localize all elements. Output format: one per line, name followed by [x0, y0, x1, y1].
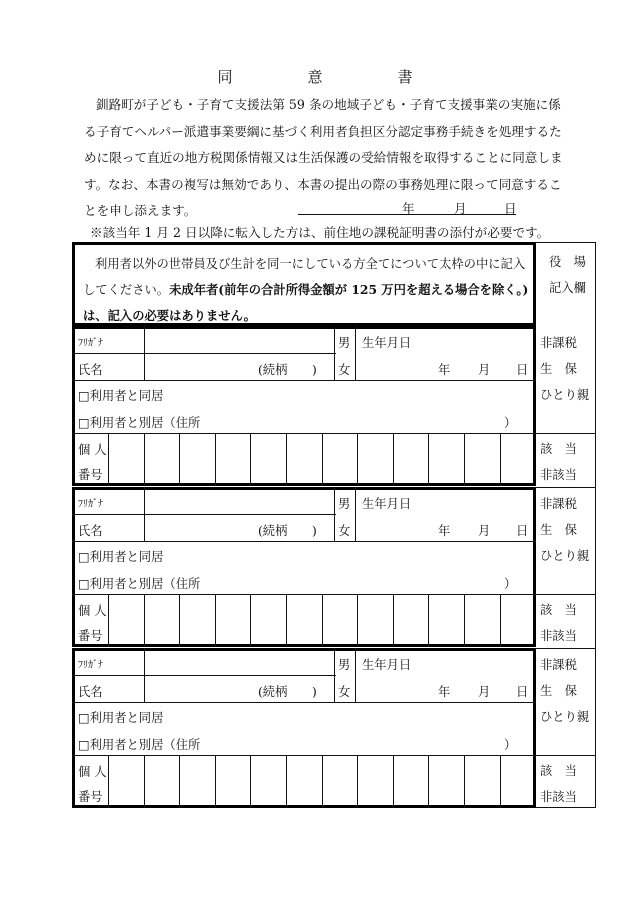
- date-day-label: 日: [504, 201, 517, 216]
- office-label: 役 場: [549, 255, 586, 269]
- name-label: 氏名: [78, 524, 103, 538]
- date-year-label: 年: [402, 201, 415, 216]
- relation-label: (続柄 ): [258, 363, 317, 377]
- single-parent-option[interactable]: ひとり親: [540, 388, 590, 402]
- instruction-bold: 未成年者(前年の合計所得金額が 125 万円を超える場合を除く。)は、記入の必要はありません。: [83, 282, 529, 323]
- consent-line: 釧路町が子ども・子育て支援法第 59 条の地域子ども・子育て支援事業の実施に係: [96, 97, 561, 112]
- birth-year-label: 年: [438, 363, 451, 377]
- cohabit-checkbox[interactable]: □利用者と同居: [78, 389, 164, 403]
- address-close-paren: ）: [504, 738, 517, 752]
- name-field[interactable]: [146, 677, 256, 700]
- furigana-field[interactable]: [146, 328, 332, 351]
- welfare-option[interactable]: 生 保: [540, 684, 577, 698]
- instruction-box: [72, 242, 536, 326]
- personal-number-label: 個 人: [78, 443, 107, 457]
- personal-number-label: 個 人: [78, 765, 107, 779]
- instruction-normal: 利用者以外の世帯員及び生計を同一にしている方全てについて太枠の中に記入してください。: [83, 257, 526, 297]
- cohabit-checkbox[interactable]: □利用者と同居: [78, 711, 164, 725]
- single-parent-option[interactable]: ひとり親: [540, 710, 590, 724]
- personal-number-label: 番号: [78, 468, 103, 482]
- applicable-option[interactable]: 該 当: [540, 764, 577, 778]
- birthdate-label: 生年月日: [362, 336, 412, 350]
- single-parent-option[interactable]: ひとり親: [540, 549, 590, 563]
- separate-checkbox[interactable]: □利用者と別居（住所: [78, 738, 201, 752]
- applicable-option[interactable]: 該 当: [540, 603, 577, 617]
- furigana-label: ﾌﾘｶﾞﾅ: [78, 338, 103, 349]
- cohabit-checkbox[interactable]: □利用者と同居: [78, 550, 164, 564]
- personal-number-label: 番号: [78, 790, 103, 804]
- birth-month-label: 月: [478, 685, 491, 699]
- personal-number-label: 個 人: [78, 604, 107, 618]
- personal-number-label: 番号: [78, 629, 103, 643]
- relation-label: (続柄 ): [258, 524, 317, 538]
- birth-month-label: 月: [478, 363, 491, 377]
- relation-label: (続柄 ): [258, 685, 317, 699]
- furigana-label: ﾌﾘｶﾞﾅ: [78, 660, 103, 671]
- consent-form-table: [72, 242, 596, 808]
- nontax-option[interactable]: 非課税: [540, 658, 577, 672]
- address-close-paren: ）: [504, 577, 517, 591]
- office-label: 記入欄: [549, 281, 586, 295]
- separate-checkbox[interactable]: □利用者と別居（住所: [78, 416, 201, 430]
- not-applicable-option[interactable]: 非該当: [540, 790, 577, 804]
- consent-line: とを申し添えます。: [84, 203, 197, 218]
- not-applicable-option[interactable]: 非該当: [540, 468, 577, 482]
- birth-day-label: 日: [516, 363, 529, 377]
- welfare-option[interactable]: 生 保: [540, 523, 577, 537]
- furigana-label: ﾌﾘｶﾞﾅ: [78, 499, 103, 510]
- male-option[interactable]: 男: [338, 658, 351, 672]
- separate-checkbox[interactable]: □利用者と別居（住所: [78, 577, 201, 591]
- birthdate-label: 生年月日: [362, 497, 412, 511]
- birth-month-label: 月: [478, 524, 491, 538]
- nontax-option[interactable]: 非課税: [540, 336, 577, 350]
- female-option[interactable]: 女: [338, 524, 351, 538]
- birth-year-label: 年: [438, 524, 451, 538]
- male-option[interactable]: 男: [338, 336, 351, 350]
- name-label: 氏名: [78, 685, 103, 699]
- birthdate-label: 生年月日: [362, 658, 412, 672]
- female-option[interactable]: 女: [338, 685, 351, 699]
- applicable-option[interactable]: 該 当: [540, 442, 577, 456]
- transfer-note: ※該当年 1 月 2 日以降に転入した方は、前住地の課税証明書の添付が必要です。: [90, 225, 550, 240]
- date-field[interactable]: [298, 198, 516, 215]
- document-title: 同 意 書: [217, 68, 443, 86]
- name-label: 氏名: [78, 363, 103, 377]
- name-field[interactable]: [146, 516, 256, 539]
- instruction-text: [83, 251, 531, 329]
- not-applicable-option[interactable]: 非該当: [540, 629, 577, 643]
- address-close-paren: ）: [504, 416, 517, 430]
- date-month-label: 月: [454, 201, 467, 216]
- male-option[interactable]: 男: [338, 497, 351, 511]
- name-field[interactable]: [146, 355, 256, 378]
- birth-day-label: 日: [516, 524, 529, 538]
- welfare-option[interactable]: 生 保: [540, 362, 577, 376]
- female-option[interactable]: 女: [338, 363, 351, 377]
- furigana-field[interactable]: [146, 489, 332, 512]
- consent-line: る子育てヘルパー派遣事業要綱に基づく利用者負担区分認定事務手続きを処理するた: [84, 123, 562, 139]
- nontax-option[interactable]: 非課税: [540, 497, 577, 511]
- birth-year-label: 年: [438, 685, 451, 699]
- consent-line: す。なお、本書の複写は無効であり、本書の提出の際の事務処理に限って同意するこ: [84, 176, 562, 192]
- consent-line: めに限って直近の地方税関係情報又は生活保護の受給情報を取得することに同意しま: [84, 150, 563, 165]
- birth-day-label: 日: [516, 685, 529, 699]
- furigana-field[interactable]: [146, 650, 332, 673]
